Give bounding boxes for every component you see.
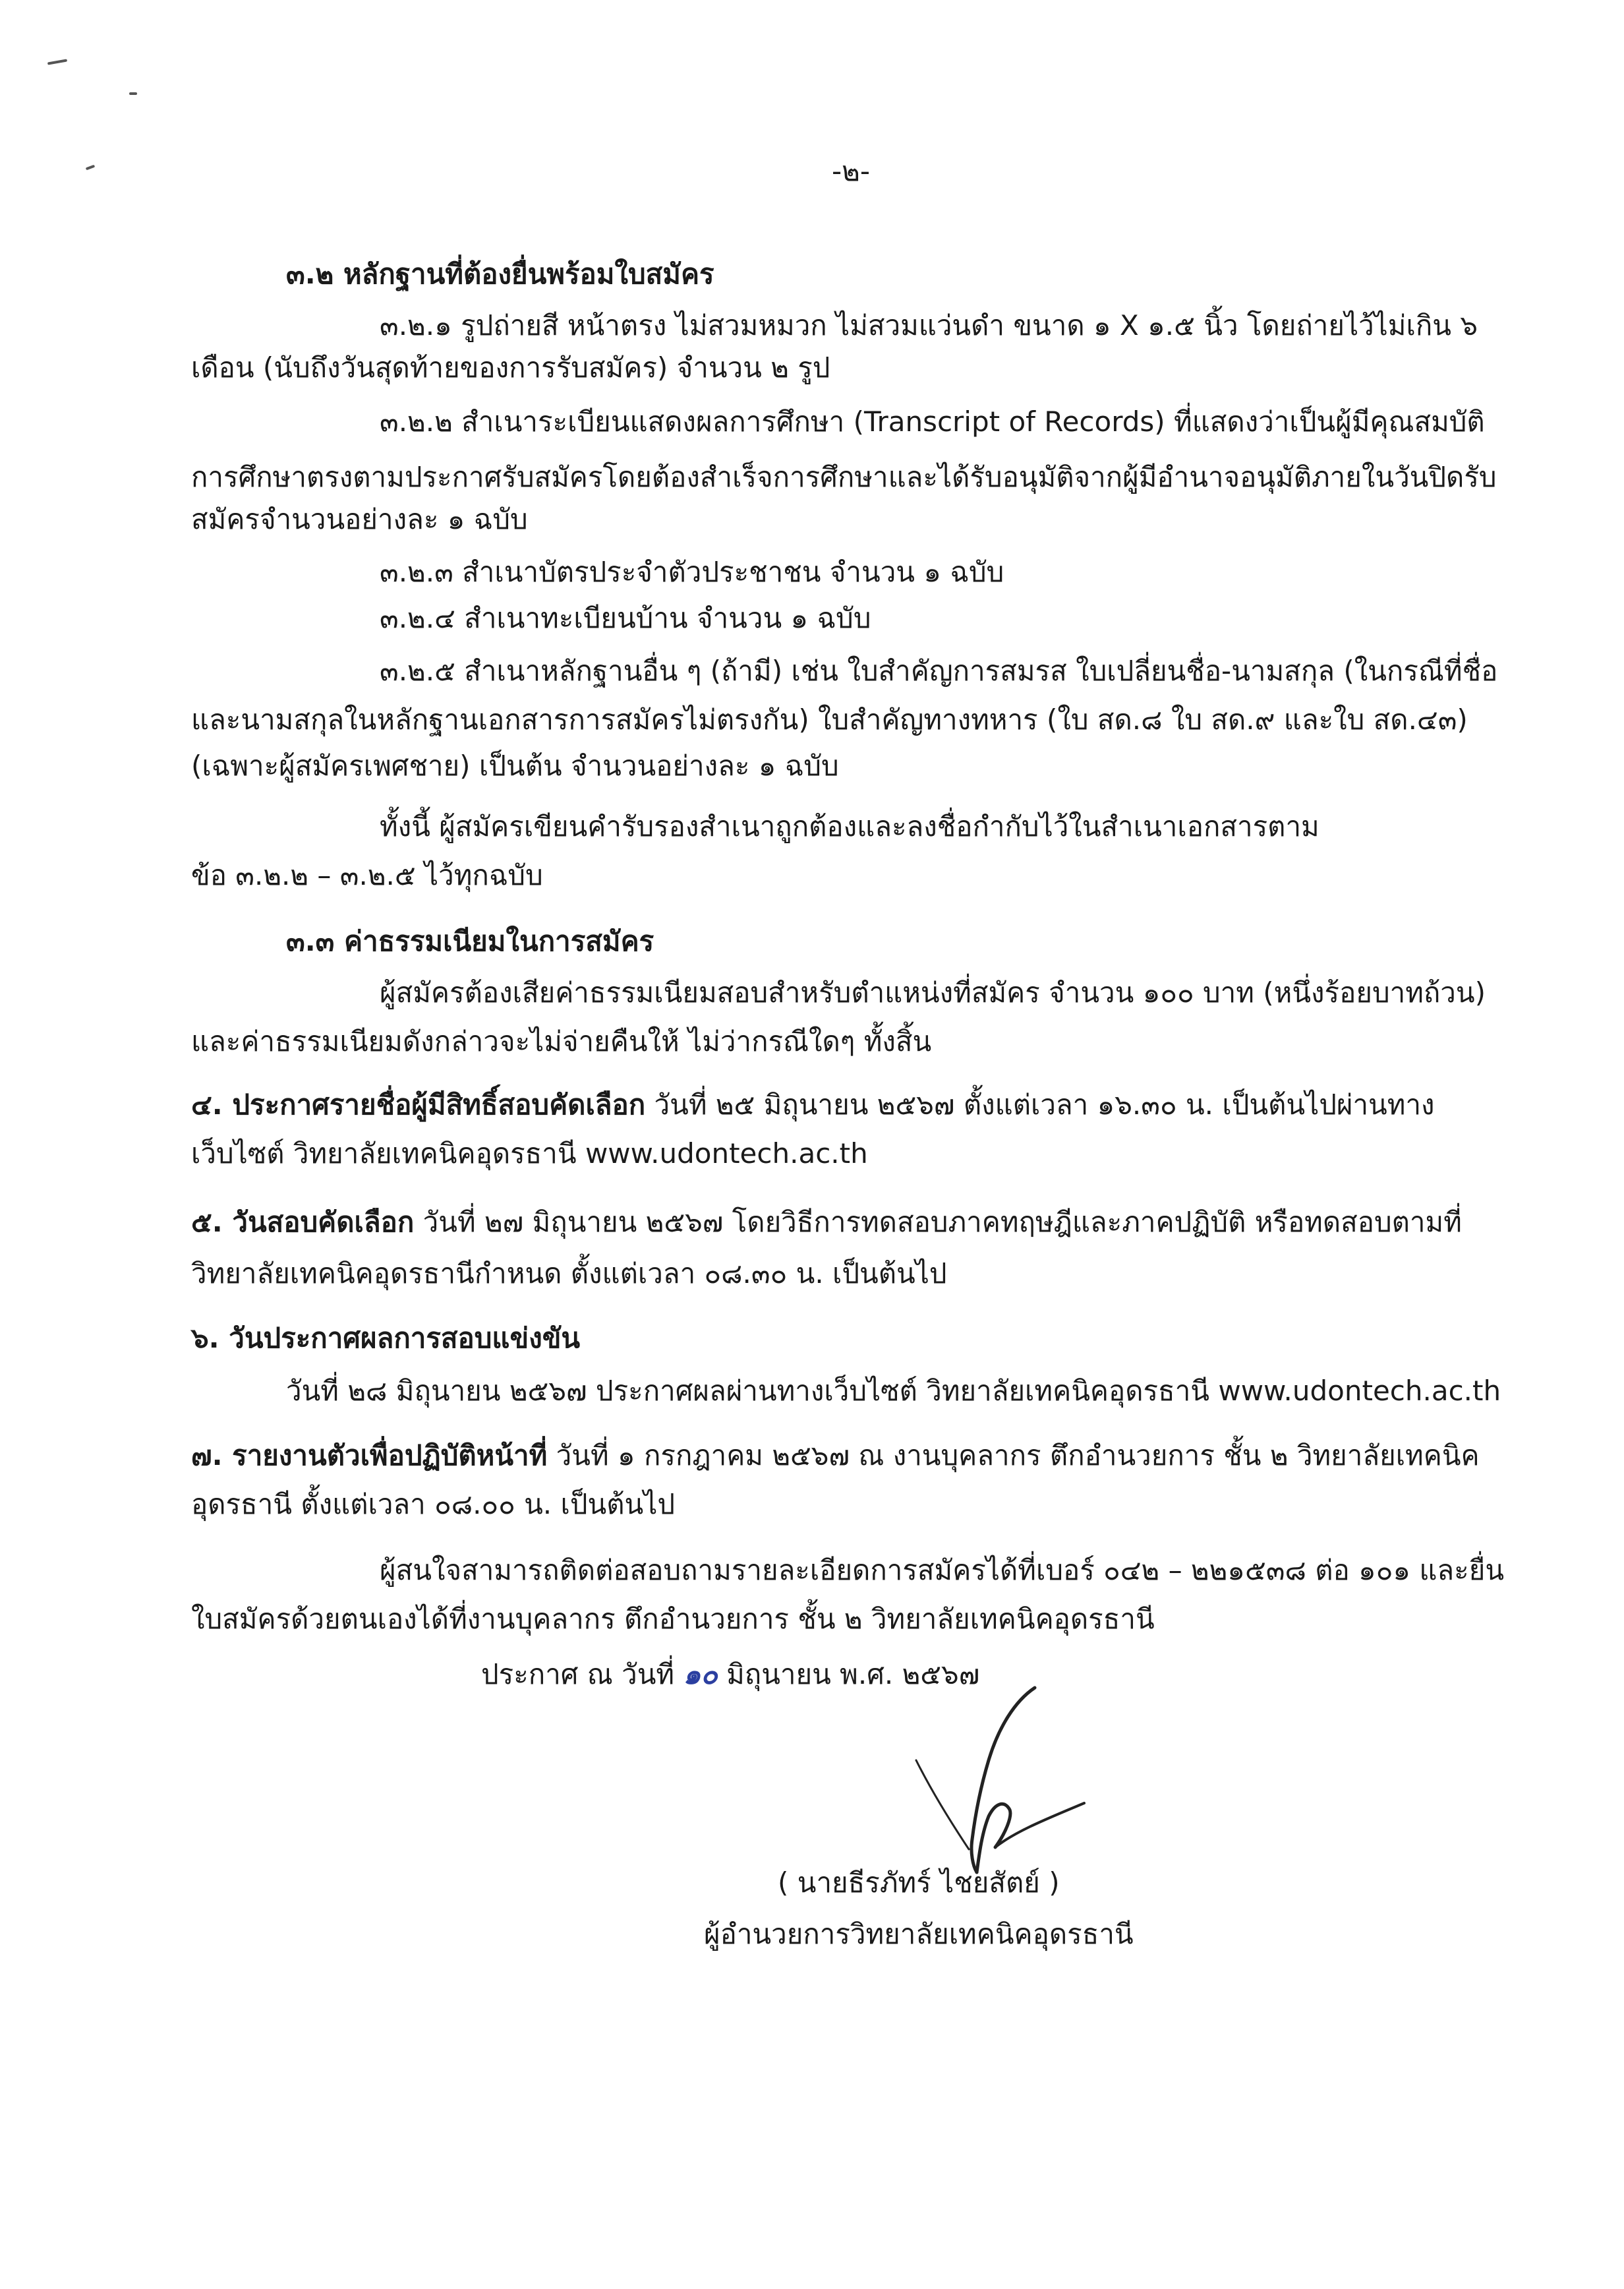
scan-mark <box>47 59 67 65</box>
section-7-line-2: อุดรธานี ตั้งแต่เวลา ๐๘.๐๐ น. เป็นต้นไป <box>191 1488 675 1520</box>
item-3-2-1-line-2: เดือน (นับถึงวันสุดท้ายของการรับสมัคร) จำนวน ๒ รูป <box>191 351 830 384</box>
announcement-prefix: ประกาศ ณ วันที่ <box>481 1658 683 1690</box>
signer-position: ผู้อำนวยการวิทยาลัยเทคนิคอุดรธานี <box>704 1918 1134 1950</box>
item-3-2-5-line-3: (เฉพาะผู้สมัครเพศชาย) เป็นต้น จำนวนอย่างละ ๑ ฉบับ <box>191 750 839 782</box>
section-7-line-1 <box>191 1437 1480 1474</box>
section-6-heading: ๖. วันประกาศผลการสอบแข่งขัน <box>191 1322 581 1354</box>
section-5-line-2: วิทยาลัยเทคนิคอุดรธานีกำหนด ตั้งแต่เวลา ๐๘.๓๐ น. เป็นต้นไป <box>191 1257 947 1290</box>
item-3-2-3: ๓.๒.๓ สำเนาบัตรประจำตัวประชาชน จำนวน ๑ ฉบับ <box>380 556 1004 588</box>
item-3-2-4: ๓.๒.๔ สำเนาทะเบียนบ้าน จำนวน ๑ ฉบับ <box>380 602 871 634</box>
scan-mark <box>129 92 137 95</box>
fee-line-2: และค่าธรรมเนียมดังกล่าวจะไม่จ่ายคืนให้ ไม่ว่ากรณีใดๆ ทั้งสิ้น <box>191 1025 932 1057</box>
section-6-line-1: วันที่ ๒๘ มิถุนายน ๒๕๖๗ ประกาศผลผ่านทางเว็บไซต์ วิทยาลัยเทคนิคอุดรธานี www.udontech.ac.th <box>286 1375 1501 1407</box>
item-3-2-2-line-1: ๓.๒.๒ สำเนาระเบียนแสดงผลการศึกษา (Transcript of Records) ที่แสดงว่าเป็นผู้มีคุณสมบัติ <box>380 405 1485 438</box>
item-3-2-1-line-1: ๓.๒.๑ รูปถ่ายสี หน้าตรง ไม่สวมหมวก ไม่สวมแว่นดำ ขนาด ๑ X ๑.๕ นิ้ว โดยถ่ายไว้ไม่เกิน ๖ <box>380 309 1478 342</box>
section-7-text: วันที่ ๑ กรกฎาคม ๒๕๖๗ ณ งานบุคลากร ตึกอำนวยการ ชั้น ๒ วิทยาลัยเทคนิค <box>547 1439 1480 1472</box>
item-3-2-5-line-1: ๓.๒.๕ สำเนาหลักฐานอื่น ๆ (ถ้ามี) เช่น ใบสำคัญการสมรส ใบเปลี่ยนชื่อ-นามสกุล (ในกรณีที่ชื่อ <box>380 655 1498 687</box>
handwritten-day: ๑๐ <box>683 1658 718 1690</box>
item-3-2-2-line-3: สมัครจำนวนอย่างละ ๑ ฉบับ <box>191 503 528 535</box>
page-number: -๒- <box>832 155 870 187</box>
section-3-2-heading: ๓.๒ หลักฐานที่ต้องยื่นพร้อมใบสมัคร <box>286 258 714 290</box>
section-5-text: วันที่ ๒๗ มิถุนายน ๒๕๖๗ โดยวิธีการทดสอบภาคทฤษฎีและภาคปฏิบัติ หรือทดสอบตามที่ <box>414 1206 1462 1238</box>
signer-name: ( นายธีรภัทร์ ไชยสัตย์ ) <box>778 1866 1060 1899</box>
note-line-2: ข้อ ๓.๒.๒ – ๓.๒.๕ ไว้ทุกฉบับ <box>191 859 543 891</box>
section-3-3-heading: ๓.๓ ค่าธรรมเนียมในการสมัคร <box>286 925 654 957</box>
item-3-2-2-line-2: การศึกษาตรงตามประกาศรับสมัครโดยต้องสำเร็จการศึกษาและได้รับอนุมัติจากผู้มีอำนาจอนุมัติภายในวันปิดรับ <box>191 461 1497 493</box>
item-3-2-5-line-2: และนามสกุลในหลักฐานเอกสารการสมัครไม่ตรงกัน) ใบสำคัญทางทหาร (ใบ สด.๘ ใบ สด.๙ และใบ สด.๔๓) <box>191 703 1468 736</box>
note-line-1: ทั้งนี้ ผู้สมัครเขียนคำรับรองสำเนาถูกต้องและลงชื่อกำกับไว้ในสำเนาเอกสารตาม <box>380 810 1320 843</box>
fee-line-1: ผู้สมัครต้องเสียค่าธรรมเนียมสอบสำหรับตำแหน่งที่สมัคร จำนวน ๑๐๐ บาท (หนึ่งร้อยบาทถ้วน) <box>380 976 1486 1009</box>
section-4-heading: ๔. ประกาศรายชื่อผู้มีสิทธิ์สอบคัดเลือก <box>191 1088 646 1121</box>
section-5-heading: ๕. วันสอบคัดเลือก <box>191 1206 415 1238</box>
section-4-text: วันที่ ๒๕ มิถุนายน ๒๕๖๗ ตั้งแต่เวลา ๑๖.๓๐ น. เป็นต้นไปผ่านทาง <box>645 1088 1435 1121</box>
section-7-heading: ๗. รายงานตัวเพื่อปฏิบัติหน้าที่ <box>191 1439 548 1472</box>
section-4-line-2: เว็บไซต์ วิทยาลัยเทคนิคอุดรธานี www.udontech.ac.th <box>191 1137 868 1170</box>
announcement-suffix: มิถุนายน พ.ศ. ๒๕๖๗ <box>717 1658 980 1690</box>
scan-mark <box>86 165 96 171</box>
contact-line-1: ผู้สนใจสามารถติดต่อสอบถามรายละเอียดการสมัครได้ที่เบอร์ ๐๔๒ – ๒๒๑๕๓๘ ต่อ ๑๐๑ และยื่น <box>380 1554 1505 1586</box>
section-5-line-1 <box>191 1204 1462 1241</box>
section-4-line-1 <box>191 1086 1435 1123</box>
contact-line-2: ใบสมัครด้วยตนเองได้ที่งานบุคลากร ตึกอำนวยการ ชั้น ๒ วิทยาลัยเทคนิคอุดรธานี <box>191 1603 1155 1635</box>
